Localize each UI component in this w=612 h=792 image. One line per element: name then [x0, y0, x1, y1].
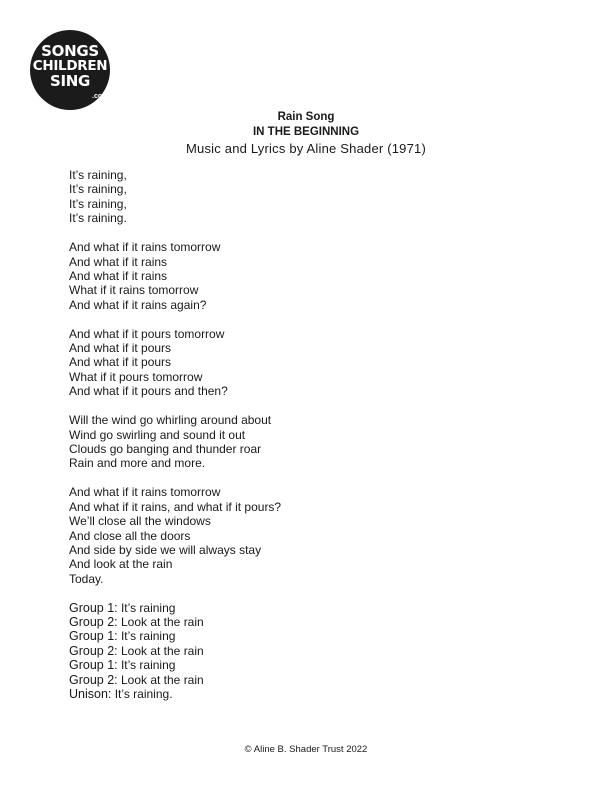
- lyric-line: Will the wind go whirling around about: [69, 413, 272, 428]
- lyric-line: It’s raining.: [69, 211, 127, 226]
- album-title: IN THE BEGINNING: [252, 126, 360, 138]
- lyric-line: Wind go swirling and sound it out: [69, 427, 246, 442]
- call-response-stanza: [69, 601, 549, 702]
- response-text: It’s raining: [117, 658, 176, 673]
- speaker-label: Group 2:: [69, 643, 118, 658]
- stanza-2: [69, 240, 549, 312]
- call-response-line: [69, 601, 549, 615]
- lyric-line: And what if it rains: [69, 268, 168, 283]
- lyric-line: Clouds go banging and thunder roar: [69, 442, 262, 456]
- stanza-3: [69, 327, 549, 399]
- lyric-line: And what if it pours: [69, 341, 172, 356]
- speaker-label: Group 1:: [69, 629, 118, 644]
- lyric-line: And side by side we will always stay: [69, 542, 262, 557]
- logo-dotcom: .com: [92, 93, 109, 100]
- lyric-line: And what if it pours: [69, 355, 172, 370]
- logo-line-songs: SONGS: [41, 42, 99, 60]
- lyric-line: And look at the rain: [69, 557, 173, 572]
- lyric-line: And what if it rains tomorrow: [69, 485, 221, 500]
- lyric-line: What if it rains tomorrow: [69, 283, 199, 298]
- lyric-line: And what if it pours tomorrow: [69, 326, 225, 341]
- call-response-line: [69, 687, 549, 701]
- response-text: Look at the rain: [117, 643, 204, 658]
- response-text: Look at the rain: [117, 615, 204, 630]
- speaker-label: Group 1:: [69, 658, 118, 673]
- call-response-line: [69, 658, 549, 672]
- lyric-line: It’s raining,: [69, 182, 127, 197]
- lyric-line: Rain and more and more.: [69, 456, 206, 471]
- song-header: [0, 110, 612, 158]
- call-response-line: [69, 629, 549, 643]
- response-text: Look at the rain: [117, 672, 204, 687]
- logo-wordmark: [30, 44, 110, 89]
- response-text: It’s raining.: [111, 687, 173, 702]
- response-text: It’s raining: [117, 600, 176, 615]
- speaker-label: Group 1:: [69, 600, 118, 615]
- lyric-line: We’ll close all the windows: [69, 514, 211, 529]
- lyric-line: And what if it rains tomorrow: [69, 240, 221, 255]
- speaker-label: Group 2:: [69, 672, 118, 687]
- stanza-1: [69, 168, 549, 226]
- response-text: It’s raining: [117, 629, 176, 644]
- lyric-line: Today.: [69, 571, 104, 586]
- lyric-line: And close all the doors: [69, 528, 191, 543]
- logo-line-sing: SING: [49, 72, 91, 90]
- copyright-footer: © Aline B. Shader Trust 2022: [244, 744, 368, 755]
- call-response-line: [69, 615, 549, 629]
- lyric-line: What if it pours tomorrow: [69, 369, 203, 384]
- lyric-line: And what if it pours and then?: [69, 384, 228, 399]
- stanza-4: [69, 413, 549, 471]
- lyric-line: It’s raining,: [69, 168, 127, 182]
- song-credits: Music and Lyrics by Aline Shader (1971): [186, 141, 426, 156]
- stanza-5: [69, 485, 549, 586]
- songs-children-sing-logo: [30, 30, 110, 110]
- lyrics-body: [69, 168, 549, 716]
- call-response-line: [69, 673, 549, 687]
- lyric-line: And what if it rains, and what if it pours?: [69, 499, 282, 514]
- call-response-line: [69, 644, 549, 658]
- logo-line-children: CHILDREN: [32, 58, 108, 74]
- song-title: Rain Song: [277, 111, 335, 123]
- speaker-label: Unison:: [69, 687, 112, 702]
- lyric-line: And what if it rains again?: [69, 297, 207, 312]
- lyric-line: It’s raining,: [69, 196, 127, 211]
- lyric-line: And what if it rains: [69, 254, 168, 269]
- speaker-label: Group 2:: [69, 615, 118, 630]
